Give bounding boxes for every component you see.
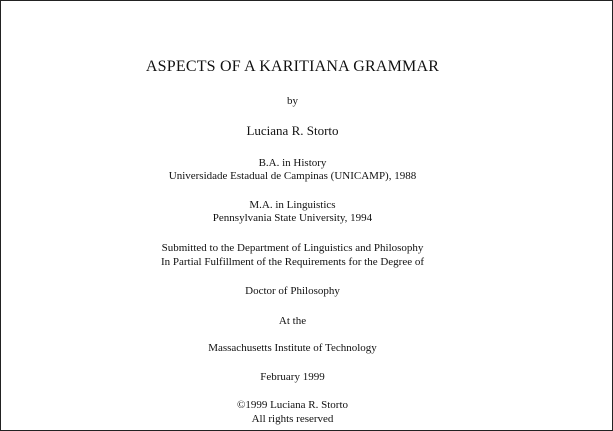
- institution-name: Massachusetts Institute of Technology: [208, 342, 377, 354]
- degree2-title: M.A. in Linguistics: [249, 199, 336, 211]
- submission-line2: In Partial Fulfillment of the Requirements for the Degree of: [160, 256, 424, 268]
- degree-sought: Doctor of Philosophy: [245, 285, 340, 297]
- copyright-line: ©1999 Luciana R. Storto: [236, 399, 348, 411]
- document-title: ASPECTS OF A KARITIANA GRAMMAR: [145, 58, 440, 75]
- date-line: February 1999: [260, 371, 325, 383]
- degree1-institution: Universidade Estadual de Campinas (UNICAMP), 1988: [168, 170, 417, 182]
- submission-line1: Submitted to the Department of Linguistics and Philosophy: [161, 242, 424, 254]
- by-line: by: [287, 95, 298, 107]
- degree2-institution: Pennsylvania State University, 1994: [212, 212, 373, 224]
- degree1-title: B.A. in History: [258, 157, 327, 169]
- author-name: Luciana R. Storto: [246, 123, 339, 138]
- rights-line: All rights reserved: [251, 413, 334, 425]
- at-the-line: At the: [278, 315, 307, 327]
